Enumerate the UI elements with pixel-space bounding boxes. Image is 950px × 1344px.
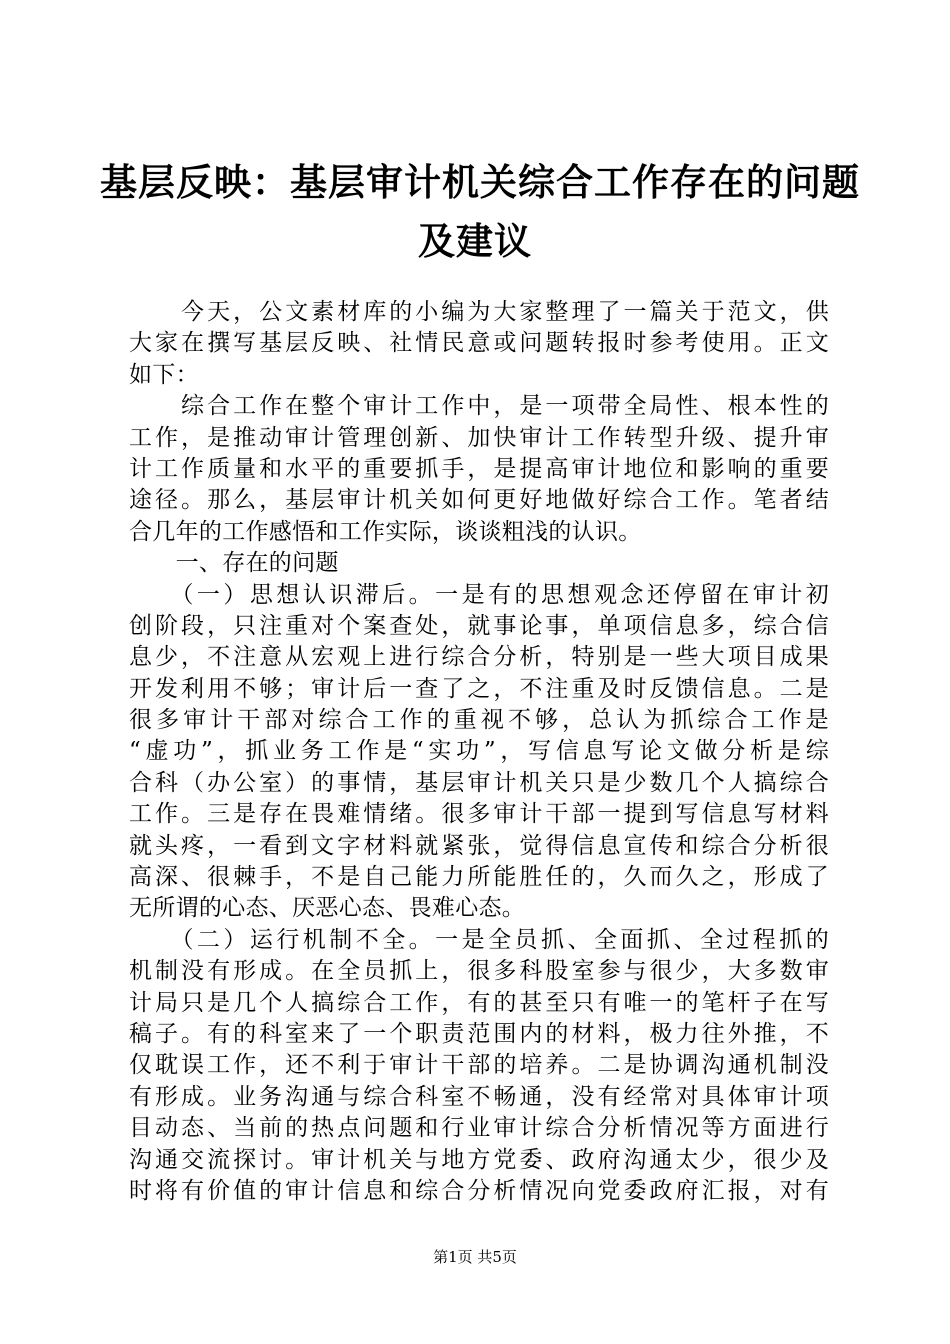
body-text-line: 合科（办公室）的事情，基层审计机关只是少数几个人搞综合 xyxy=(129,769,829,796)
body-text-line: 时将有价值的审计信息和综合分析情况向党委政府汇报，对有 xyxy=(129,1177,829,1204)
body-text-line: 沟通交流探讨。审计机关与地方党委、政府沟通太少，很少及 xyxy=(129,1146,829,1173)
body-text-line: 计工作质量和水平的重要抓手，是提高审计地位和影响的重要 xyxy=(129,455,829,482)
body-text-line: 计局只是几个人搞综合工作，有的甚至只有唯一的笔杆子在写 xyxy=(129,989,829,1016)
body-text-line: 工作。三是存在畏难情绪。很多审计干部一提到写信息写材料 xyxy=(129,801,829,828)
body-text-line: 途径。那么，基层审计机关如何更好地做好综合工作。笔者结 xyxy=(129,487,829,514)
body-text-line: 大家在撰写基层反映、社情民意或问题转报时参考使用。正文 xyxy=(129,330,829,357)
body-text-line: （一）思想认识滞后。一是有的思想观念还停留在审计初 xyxy=(129,581,829,608)
body-text-line: 一、存在的问题 xyxy=(129,550,339,577)
document-title-line-1: 基层反映：基层审计机关综合工作存在的问题 xyxy=(100,161,860,204)
body-text-line: 很多审计干部对综合工作的重视不够，总认为抓综合工作是 xyxy=(129,707,829,734)
body-text-line: 息少，不注意从宏观上进行综合分析，特别是一些大项目成果 xyxy=(129,644,829,671)
body-text-line: 如下： xyxy=(129,361,199,388)
body-text-line: 开发利用不够；审计后一查了之，不注重及时反馈信息。二是 xyxy=(129,675,829,702)
body-text-line: 合几年的工作感悟和工作实际，谈谈粗浅的认识。 xyxy=(129,518,642,545)
page-footer: 第1页 共5页 xyxy=(433,1248,517,1266)
document-title-line-2: 及建议 xyxy=(418,220,532,263)
body-text-line: 综合工作在整个审计工作中，是一项带全局性、根本性的 xyxy=(129,393,829,420)
body-text-line: 今天，公文素材库的小编为大家整理了一篇关于范文，供 xyxy=(129,299,829,325)
body-text-line: 创阶段，只注重对个案查处，就事论事，单项信息多，综合信 xyxy=(129,612,829,639)
document-body xyxy=(129,297,829,1207)
body-text-line: 无所谓的心态、厌恶心态、畏难心态。 xyxy=(129,895,526,922)
body-text-line: 目动态、当前的热点问题和行业审计综合分析情况等方面进行 xyxy=(129,1115,829,1142)
body-text-line: 高深、很棘手，不是自己能力所能胜任的，久而久之，形成了 xyxy=(129,864,829,891)
body-text-line: 就头疼，一看到文字材料就紧张，觉得信息宣传和综合分析很 xyxy=(129,832,829,859)
body-text-line: 仅耽误工作，还不利于审计干部的培养。二是协调沟通机制没 xyxy=(129,1052,829,1079)
body-text-line: 有形成。业务沟通与综合科室不畅通，没有经常对具体审计项 xyxy=(129,1083,829,1110)
body-text-line: 稿子。有的科室来了一个职责范围内的材料，极力往外推，不 xyxy=(129,1020,829,1047)
body-text-line: 工作，是推动审计管理创新、加快审计工作转型升级、提升审 xyxy=(129,424,829,451)
body-text-line: 机制没有形成。在全员抓上，很多科股室参与很少，大多数审 xyxy=(129,958,829,985)
body-text-line: “虚功”，抓业务工作是“实功”，写信息写论文做分析是综 xyxy=(129,738,829,765)
body-text-line: （二）运行机制不全。一是全员抓、全面抓、全过程抓的 xyxy=(129,926,829,953)
